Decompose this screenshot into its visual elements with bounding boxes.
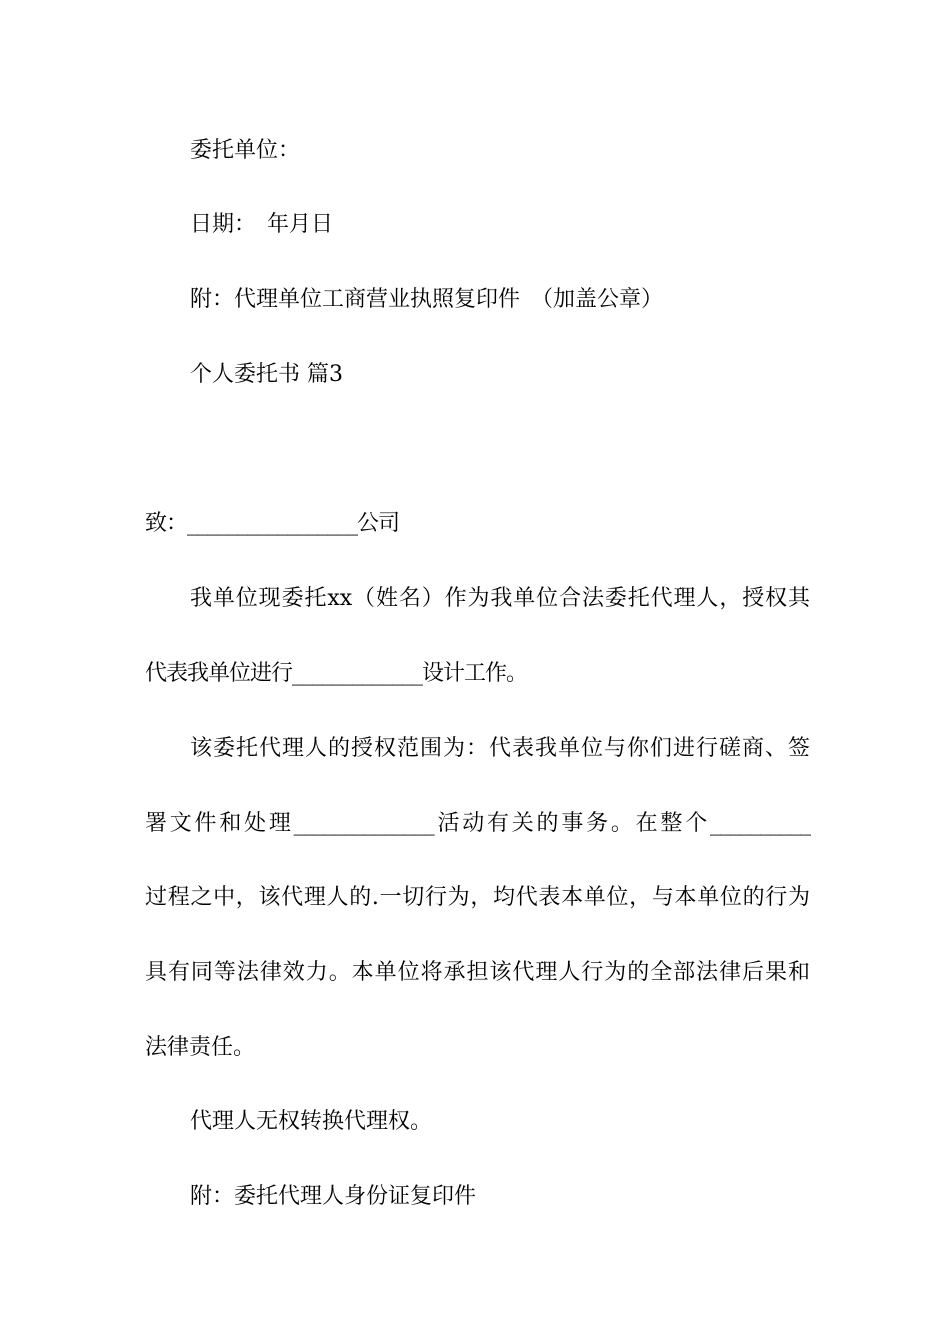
paragraph-2-line-5: 法律责任。 <box>145 1035 256 1060</box>
paragraph-1-line-2: 代表我单位进行_____________设计工作。 <box>145 661 528 686</box>
paragraph-2-line-4: 具有同等法律效力。本单位将承担该代理人行为的全部法律后果和 <box>145 960 810 985</box>
attachment-id-line: 附：委托代理人身份证复印件 <box>190 1184 477 1209</box>
section-heading: 个人委托书 篇3 <box>190 362 343 387</box>
paragraph-2-line-3: 过程之中，该代理人的.一切行为，均代表本单位，与本单位的行为 <box>145 885 810 910</box>
date-line: 日期： 年月日 <box>190 212 334 237</box>
no-transfer-line: 代理人无权转换代理权。 <box>190 1109 433 1134</box>
addressee-line: 致：_________________公司 <box>145 511 400 536</box>
paragraph-2-line-1: 该委托代理人的授权范围为：代表我单位与你们进行磋商、签 <box>190 736 810 761</box>
attachment-license-line: 附：代理单位工商营业执照复印件 （加盖公章） <box>190 287 664 312</box>
client-unit-line: 委托单位： <box>190 138 301 163</box>
paragraph-2-line-2: 署文件和处理______________活动有关的事务。在整个__________ <box>145 811 810 836</box>
paragraph-1-line-1: 我单位现委托xx（姓名）作为我单位合法委托代理人，授权其 <box>190 586 810 611</box>
